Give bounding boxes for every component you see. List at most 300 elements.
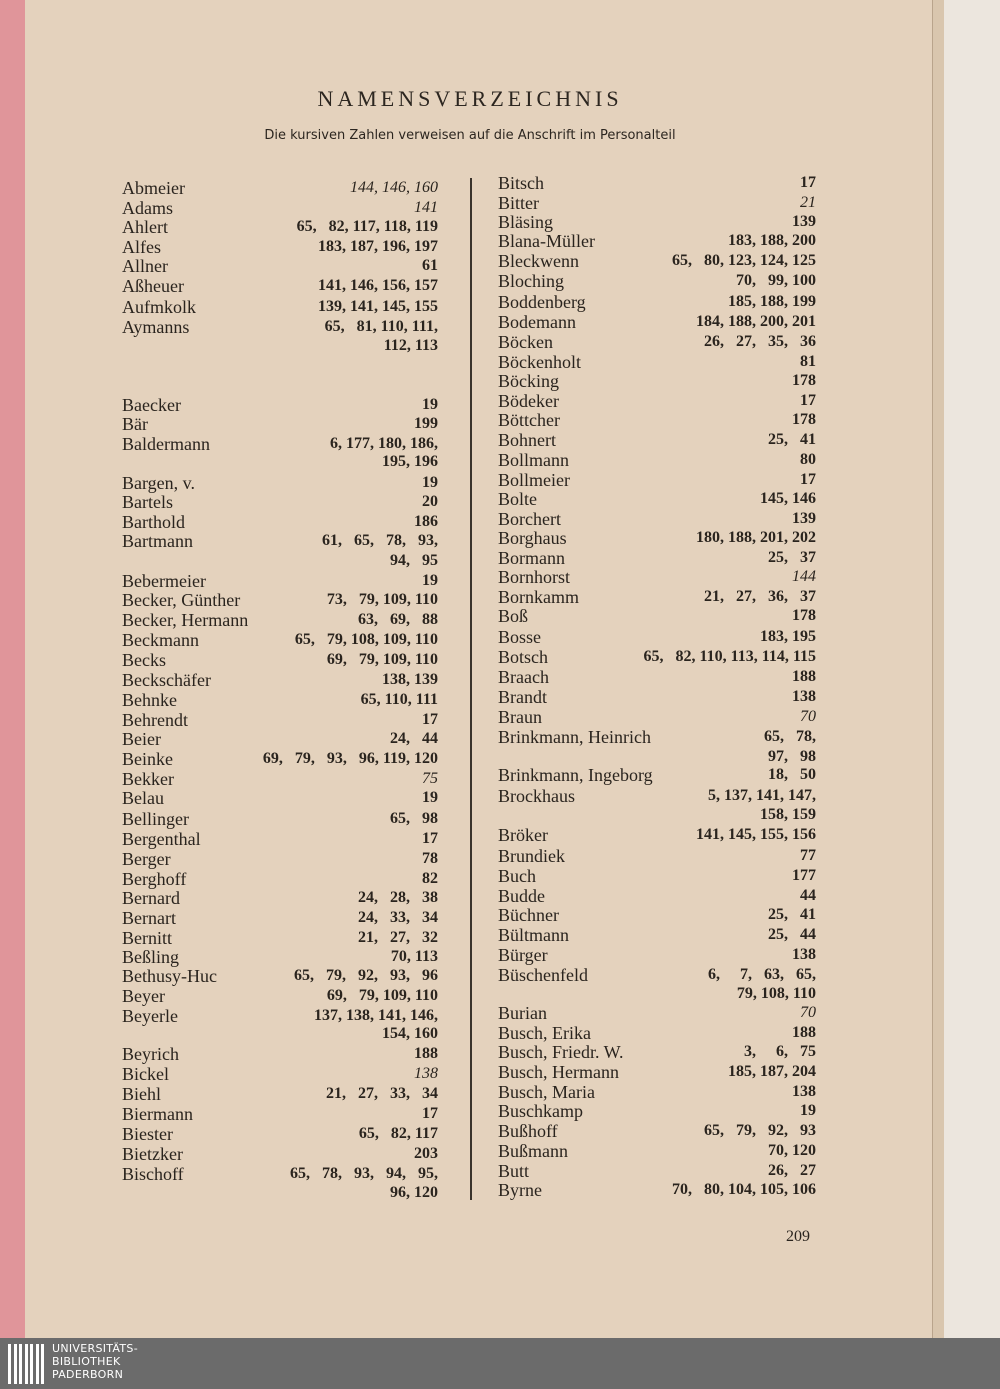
index-entry-pages: 65, 79, 108, 109, 110 (294, 631, 438, 648)
index-entry-pages: 65, 81, 110, 111, (324, 318, 438, 335)
index-entry-pages: 63, 69, 88 (358, 611, 438, 628)
index-entry-pages: 78 (422, 850, 438, 867)
index-entry-pages: 79, 108, 110 (736, 985, 816, 1002)
index-entry-pages: 65, 79, 92, 93 (704, 1122, 816, 1139)
index-entry-pages: 184, 188, 200, 201 (696, 313, 816, 330)
index-entry-pages: 77 (800, 847, 816, 864)
index-entry-name: Baecker (122, 395, 181, 415)
index-entry-pages: 17 (422, 711, 438, 728)
index-entry-pages: 70, 80, 104, 105, 106 (672, 1181, 816, 1198)
index-entry-name: Bormann (498, 548, 565, 568)
index-entry-pages: 18, 50 (768, 766, 816, 783)
index-entry (498, 173, 816, 193)
index-entry (122, 452, 438, 472)
index-entry-name: Borchert (498, 509, 561, 529)
index-entry-pages: 65, 78, (764, 728, 816, 745)
index-entry-pages: 96, 120 (390, 1184, 438, 1201)
index-entry-pages: 141, 146, 156, 157 (318, 277, 438, 294)
index-entry-name: Behnke (122, 690, 177, 710)
index-entry-name: Büchner (498, 905, 559, 925)
index-entry-name: Borghaus (498, 528, 567, 548)
index-entry (122, 610, 438, 630)
index-entry (122, 809, 438, 829)
index-entry (122, 256, 438, 276)
index-entry-name: Belau (122, 788, 164, 808)
index-entry-name: Brinkmann, Ingeborg (498, 765, 653, 785)
book-cover-edge (0, 0, 25, 1338)
index-entry-pages: 19 (800, 1102, 816, 1119)
index-entry (122, 237, 438, 257)
index-entry (122, 317, 438, 337)
library-name (52, 1342, 138, 1381)
index-entry-name: Bebermeier (122, 571, 206, 591)
index-entry-pages: 6, 177, 180, 186, (330, 435, 438, 452)
index-entry-name: Bohnert (498, 430, 556, 450)
index-entry-name: Bellinger (122, 809, 189, 829)
index-entry-pages: 70 (800, 1004, 816, 1021)
index-entry-pages: 82 (422, 870, 438, 887)
index-entry-pages: 138 (792, 946, 816, 963)
index-entry (122, 1104, 438, 1124)
index-entry-pages: 3, 6, 75 (744, 1043, 816, 1060)
index-entry-pages: 17 (800, 392, 816, 409)
index-entry-pages: 19 (422, 474, 438, 491)
index-entry-pages: 21 (800, 194, 816, 211)
index-entry-name: Bröker (498, 825, 548, 845)
index-entry (122, 630, 438, 650)
index-entry-name: Becks (122, 650, 166, 670)
index-entry-name: Beßling (122, 947, 179, 967)
index-entry-pages: 25, 44 (768, 926, 816, 943)
index-entry (498, 212, 816, 232)
index-entry-name: Aßheuer (122, 276, 184, 296)
index-entry (498, 727, 816, 747)
index-entry-name: Beyrich (122, 1044, 179, 1064)
index-entry-name: Ahlert (122, 217, 168, 237)
index-entry (498, 528, 816, 548)
index-entry (122, 1084, 438, 1104)
index-entry-name: Adams (122, 198, 173, 218)
index-entry (498, 1023, 816, 1043)
index-entry-pages: 141, 145, 155, 156 (696, 826, 816, 843)
index-entry (122, 276, 438, 296)
index-entry (122, 473, 438, 493)
index-entry-pages: 138 (414, 1065, 438, 1082)
index-entry-name: Bloching (498, 271, 564, 291)
index-entry (498, 251, 816, 271)
index-entry (498, 905, 816, 925)
index-entry (122, 336, 438, 356)
index-entry-pages: 141 (414, 199, 438, 216)
index-entry (498, 271, 816, 291)
index-entry (498, 1042, 816, 1062)
index-entry (122, 888, 438, 908)
index-entry-pages: 70, 99, 100 (736, 272, 816, 289)
index-entry (498, 667, 816, 687)
index-entry-pages: 17 (800, 471, 816, 488)
index-entry-pages: 199 (414, 415, 438, 432)
index-entry (498, 1082, 816, 1102)
index-entry-pages: 138 (792, 1083, 816, 1100)
index-entry-name: Brandt (498, 687, 547, 707)
index-entry-pages: 70, 120 (768, 1142, 816, 1159)
library-footer-bar (0, 1338, 1000, 1389)
index-entry-pages: 21, 27, 36, 37 (704, 588, 816, 605)
index-entry-name: Biester (122, 1124, 173, 1144)
page-subtitle: Die kursiven Zahlen verweisen auf die Anschrift im Personalteil (264, 128, 676, 143)
index-entry-pages: 138 (792, 688, 816, 705)
index-entry (498, 470, 816, 490)
index-entry-name: Braach (498, 667, 549, 687)
index-entry-pages: 154, 160 (382, 1025, 438, 1042)
index-entry-pages: 69, 79, 93, 96, 119, 120 (262, 750, 438, 767)
index-entry (498, 606, 816, 626)
index-entry-name: Butt (498, 1161, 530, 1181)
index-entry-pages: 65, 82, 110, 113, 114, 115 (643, 648, 816, 665)
index-entry (498, 1062, 816, 1082)
index-entry-pages: 139 (792, 510, 816, 527)
index-entry-pages: 94, 95 (390, 552, 438, 569)
library-barcode-logo-icon (8, 1344, 44, 1384)
index-entry (122, 788, 438, 808)
index-entry-pages: 80 (800, 451, 816, 468)
index-entry-pages: 24, 33, 34 (358, 909, 438, 926)
index-entry (498, 587, 816, 607)
index-entry (122, 966, 438, 986)
index-entry-pages: 183, 195 (760, 628, 816, 645)
index-entry (122, 1044, 438, 1064)
index-entry-name: Barthold (122, 512, 185, 532)
index-entry-pages: 25, 37 (768, 549, 816, 566)
index-entry (122, 571, 438, 591)
index-entry-pages: 17 (422, 830, 438, 847)
index-entry-pages: 20 (422, 493, 438, 510)
index-entry (122, 670, 438, 690)
index-entry (498, 925, 816, 945)
page-title: NAMENSVERZEICHNIS (317, 86, 623, 111)
index-entry-name: Busch, Erika (498, 1023, 591, 1043)
library-name-line3: PADERBORN (52, 1368, 124, 1381)
index-entry-name: Brinkmann, Heinrich (498, 727, 651, 747)
index-entry-name: Beinke (122, 749, 173, 769)
index-entry-name: Bläsing (498, 212, 554, 232)
index-entry (498, 292, 816, 312)
index-entry-name: Becker, Hermann (122, 610, 249, 630)
index-entry-name: Boß (498, 606, 529, 626)
index-entry-name: Buch (498, 866, 536, 886)
index-entry (122, 1144, 438, 1164)
index-entry-name: Bartels (122, 492, 173, 512)
index-entry (498, 747, 816, 767)
index-entry (498, 548, 816, 568)
index-entry (122, 551, 438, 571)
index-entry-name: Büschenfeld (498, 965, 588, 985)
index-entry-name: Bartmann (122, 531, 193, 551)
index-entry (498, 866, 816, 886)
library-name-line1: UNIVERSITÄTS- (52, 1342, 138, 1355)
index-entry-pages: 183, 187, 196, 197 (318, 238, 438, 255)
index-entry (122, 297, 438, 317)
index-entry-name: Bischoff (122, 1164, 184, 1184)
index-entry-name: Behrendt (122, 710, 188, 730)
index-entry-pages: 19 (422, 789, 438, 806)
index-entry-name: Bickel (122, 1064, 169, 1084)
library-name-line2: BIBLIOTHEK (52, 1355, 121, 1368)
index-entry (498, 1003, 816, 1023)
index-entry (498, 886, 816, 906)
index-entry (498, 489, 816, 509)
index-entry-name: Bergenthal (122, 829, 201, 849)
index-entry-pages: 17 (422, 1105, 438, 1122)
index-entry-pages: 19 (422, 396, 438, 413)
index-entry-name: Bültmann (498, 925, 569, 945)
index-entry (498, 231, 816, 251)
index-entry (498, 430, 816, 450)
index-entry-pages: 186 (414, 513, 438, 530)
index-entry-pages: 178 (792, 372, 816, 389)
index-entry-name: Aymanns (122, 317, 190, 337)
index-entry-name: Böcking (498, 371, 559, 391)
index-entry-pages: 178 (792, 411, 816, 428)
index-entry-pages: 19 (422, 572, 438, 589)
index-entry-pages: 183, 188, 200 (728, 232, 816, 249)
index-entry-pages: 21, 27, 32 (358, 929, 438, 946)
index-entry-name: Bürger (498, 945, 548, 965)
index-entry-name: Boddenberg (498, 292, 586, 312)
index-entry-pages: 17 (800, 174, 816, 191)
index-entry-pages: 145, 146 (760, 490, 816, 507)
index-entry-pages: 6, 7, 63, 65, (708, 966, 816, 983)
index-entry-name: Aufmkolk (122, 297, 196, 317)
index-entry (122, 729, 438, 749)
index-entry-name: Abmeier (122, 178, 185, 198)
index-entry-name: Baldermann (122, 434, 210, 454)
index-entry (122, 434, 438, 454)
index-entry-pages: 177 (792, 867, 816, 884)
index-entry-name: Bitter (498, 193, 539, 213)
index-entry-name: Budde (498, 886, 545, 906)
index-entry (498, 1121, 816, 1141)
index-entry-pages: 61 (422, 257, 438, 274)
index-entry (122, 650, 438, 670)
index-entry (498, 945, 816, 965)
index-entry-pages: 65, 79, 92, 93, 96 (294, 967, 438, 984)
index-entry-pages: 24, 44 (390, 730, 438, 747)
index-entry-pages: 112, 113 (383, 337, 438, 354)
index-entry-name: Beyerle (122, 1006, 178, 1026)
index-entry (498, 410, 816, 430)
index-entry-pages: 203 (414, 1145, 438, 1162)
index-entry-name: Bernitt (122, 928, 172, 948)
index-entry (122, 769, 438, 789)
index-entry-name: Braun (498, 707, 542, 727)
index-entry-name: Bollmann (498, 450, 569, 470)
index-entry-name: Böttcher (498, 410, 560, 430)
index-entry-name: Beyer (122, 986, 165, 1006)
index-entry-name: Alfes (122, 237, 161, 257)
index-entry (122, 217, 438, 237)
index-entry-pages: 70 (800, 708, 816, 725)
index-entry-name: Beckschäfer (122, 670, 211, 690)
index-entry-name: Bolte (498, 489, 537, 509)
index-entry (122, 395, 438, 415)
index-entry (122, 1064, 438, 1084)
index-entry (498, 567, 816, 587)
index-entry-name: Burian (498, 1003, 547, 1023)
index-entry-pages: 70, 113 (390, 948, 438, 965)
index-entry-name: Beier (122, 729, 161, 749)
index-entry-pages: 139 (792, 213, 816, 230)
index-entry-name: Busch, Hermann (498, 1062, 619, 1082)
index-entry-pages: 75 (422, 770, 438, 787)
index-entry-pages: 65, 82, 117 (358, 1125, 438, 1142)
index-entry-pages: 26, 27, 35, 36 (704, 333, 816, 350)
index-entry (498, 627, 816, 647)
scan-background (944, 0, 1000, 1338)
index-entry-name: Busch, Friedr. W. (498, 1042, 624, 1062)
index-entry-pages: 69, 79, 109, 110 (326, 651, 438, 668)
index-entry (122, 749, 438, 769)
index-entry-name: Allner (122, 256, 168, 276)
index-entry-pages: 44 (800, 887, 816, 904)
index-entry-name: Bekker (122, 769, 174, 789)
index-entry (498, 805, 816, 825)
index-entry-pages: 188 (414, 1045, 438, 1062)
index-entry (122, 590, 438, 610)
index-entry-name: Bitsch (498, 173, 545, 193)
index-entry (498, 391, 816, 411)
index-entry (122, 1024, 438, 1044)
index-entry (122, 690, 438, 710)
index-entry-name: Byrne (498, 1180, 542, 1200)
index-entry (122, 928, 438, 948)
index-entry-name: Biermann (122, 1104, 193, 1124)
index-entry-name: Bietzker (122, 1144, 183, 1164)
index-entry (498, 786, 816, 806)
index-entry-name: Bodemann (498, 312, 576, 332)
index-entry (122, 849, 438, 869)
index-entry-pages: 195, 196 (382, 453, 438, 470)
index-entry-pages: 81 (800, 353, 816, 370)
index-entry-pages: 139, 141, 145, 155 (318, 298, 438, 315)
index-entry-pages: 158, 159 (760, 806, 816, 823)
index-entry (122, 414, 438, 434)
index-entry (122, 492, 438, 512)
index-entry (122, 710, 438, 730)
index-entry (498, 765, 816, 785)
index-entry (498, 1101, 816, 1121)
index-entry-pages: 138, 139 (382, 671, 438, 688)
index-entry (122, 947, 438, 967)
index-entry-name: Bernart (122, 908, 176, 928)
index-entry-name: Becker, Günther (122, 590, 241, 610)
page-number: 209 (786, 1228, 810, 1245)
index-entry (498, 1180, 816, 1200)
index-entry-name: Botsch (498, 647, 549, 667)
index-entry (498, 687, 816, 707)
index-entry (498, 352, 816, 372)
index-entry (122, 1164, 438, 1184)
index-entry (122, 512, 438, 532)
index-entry-name: Bornkamm (498, 587, 579, 607)
index-entry (498, 965, 816, 985)
index-entry-pages: 137, 138, 141, 146, (314, 1007, 438, 1024)
index-entry (498, 1161, 816, 1181)
index-entry-pages: 144 (792, 568, 816, 585)
index-entry (122, 531, 438, 551)
index-entry (498, 984, 816, 1004)
index-entry (122, 1006, 438, 1026)
index-entry-name: Bleckwenn (498, 251, 579, 271)
index-entry-pages: 188 (792, 1024, 816, 1041)
index-entry-name: Blana-Müller (498, 231, 595, 251)
index-entry (122, 908, 438, 928)
index-entry-name: Bosse (498, 627, 542, 647)
index-entry-pages: 65, 98 (390, 810, 438, 827)
index-entry-name: Buschkamp (498, 1101, 583, 1121)
index-entry-pages: 97, 98 (768, 748, 816, 765)
index-entry (498, 193, 816, 213)
index-entry-name: Biehl (122, 1084, 161, 1104)
index-entry-name: Bargen, v. (122, 473, 195, 493)
index-entry (498, 509, 816, 529)
index-entry-pages: 61, 65, 78, 93, (322, 532, 438, 549)
index-entry-pages: 65, 80, 123, 124, 125 (672, 252, 816, 269)
index-entry (122, 986, 438, 1006)
index-entry-pages: 25, 41 (768, 906, 816, 923)
index-entry (122, 1183, 438, 1203)
index-entry-name: Bollmeier (498, 470, 570, 490)
index-entry-pages: 188 (792, 668, 816, 685)
index-entry-name: Bär (122, 414, 148, 434)
column-divider (470, 178, 472, 1200)
index-entry-name: Bödeker (498, 391, 559, 411)
index-entry (498, 825, 816, 845)
index-entry-name: Beckmann (122, 630, 199, 650)
index-entry-name: Bernard (122, 888, 180, 908)
index-entry-name: Busch, Maria (498, 1082, 595, 1102)
index-entry-name: Bornhorst (498, 567, 570, 587)
index-entry-pages: 185, 187, 204 (728, 1063, 816, 1080)
index-entry (122, 829, 438, 849)
index-entry-pages: 65, 78, 93, 94, 95, (290, 1165, 438, 1182)
index-entry-name: Berger (122, 849, 171, 869)
index-entry-name: Bethusy-Huc (122, 966, 217, 986)
index-entry-pages: 5, 137, 141, 147, (708, 787, 816, 804)
index-entry-pages: 185, 188, 199 (728, 293, 816, 310)
index-entry (498, 332, 816, 352)
index-entry (498, 1141, 816, 1161)
index-entry (498, 846, 816, 866)
index-entry-name: Böcken (498, 332, 553, 352)
index-entry-pages: 65, 82, 117, 118, 119 (296, 218, 438, 235)
index-entry (122, 178, 438, 198)
index-entry (498, 707, 816, 727)
index-entry (122, 1124, 438, 1144)
index-entry-pages: 65, 110, 111 (360, 691, 438, 708)
index-entry (122, 198, 438, 218)
index-entry-pages: 24, 28, 38 (358, 889, 438, 906)
index-entry-name: Berghoff (122, 869, 187, 889)
index-entry (498, 647, 816, 667)
index-entry (122, 869, 438, 889)
index-entry-pages: 144, 146, 160 (350, 179, 438, 196)
index-entry-pages: 180, 188, 201, 202 (696, 529, 816, 546)
index-entry-name: Bußhoff (498, 1121, 558, 1141)
index-entry-name: Bußmann (498, 1141, 568, 1161)
index-entry (498, 312, 816, 332)
index-entry-name: Brundiek (498, 846, 565, 866)
